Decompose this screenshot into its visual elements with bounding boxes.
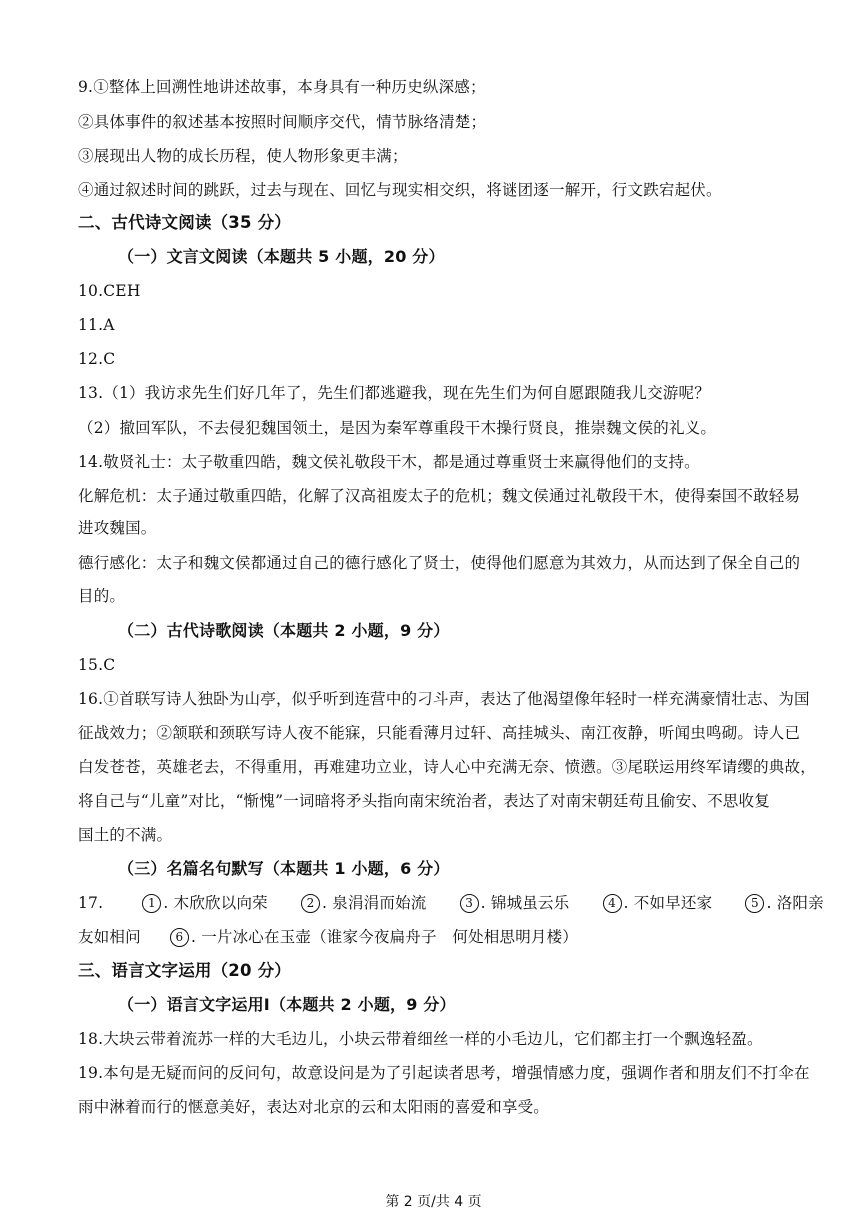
q17-item-5-cont: 友如相问 [78, 928, 141, 946]
subsection-title-language-1: （一）语言文字运用Ⅰ（本题共 2 小题，9 分） [118, 995, 456, 1014]
circled-number-icon: 5 [745, 894, 764, 913]
q9-line-2: ②具体事件的叙述基本按照时间顺序交代，情节脉络清楚； [78, 113, 487, 131]
q11-answer: 11.A [78, 316, 115, 334]
q16-line-4: 将自己与“儿童”对比，“惭愧”一词暗将矛头指向南宋统治者，表达了对南宋朝廷苟且偷安、不思收复 [78, 792, 770, 810]
q14-line-5: 目的。 [78, 587, 126, 605]
circled-number-icon: 1 [142, 894, 161, 913]
section-title-classical: 二、古代诗文阅读（35 分） [78, 213, 292, 232]
q10-answer: 10.CEH [78, 282, 141, 300]
q16-line-3: 白发苍苍，英雄老去，不得重用，再难建功立业，诗人心中充满无奈、愤懑。③尾联运用终军请缨的典故， [78, 758, 816, 776]
q17-item-4 [603, 894, 713, 912]
q13-part2: （2）撤回军队，不去侵犯魏国领土，是因为秦军尊重段干木操行贤良，推崇魏文侯的礼义。 [78, 419, 717, 437]
q17-item-6-text: . 一片冰心在玉壶（谁家今夜扁舟子 何处相思明月楼） [190, 928, 579, 946]
q17-item-2-text: . 泉涓涓而始流 [322, 894, 427, 912]
q17-item-5 [745, 894, 823, 912]
q16-line-2: 征战效力；②颔联和颈联写诗人夜不能寐，只能看薄月过轩、高挂城头、南江夜静，听闻虫鸣砌。诗人已 [78, 724, 801, 742]
q12-answer: 12.C [78, 350, 116, 368]
subsection-title-dictation: （三）名篇名句默写（本题共 1 小题，6 分） [118, 859, 450, 878]
q17-item-1 [142, 894, 267, 912]
q17-item-3 [460, 894, 570, 912]
q17-item-4-text: . 不如早还家 [623, 894, 713, 912]
page-footer: 第 2 页/共 4 页 [385, 1194, 482, 1210]
q16-line-5: 国土的不满。 [78, 826, 173, 844]
q18-answer: 18.大块云带着流苏一样的大毛边儿，小块云带着细丝一样的小毛边儿，它们都主打一个飘逸轻盈。 [78, 1030, 763, 1048]
q17-item-6 [170, 928, 578, 946]
q16-line-1: 16.①首联写诗人独卧为山亭，似乎听到连营中的刁斗声，表达了他渴望像年轻时一样充满豪情壮志、为国 [78, 690, 810, 708]
circled-number-icon: 6 [170, 928, 189, 947]
q19-line-1: 19.本句是无疑而问的反问句，故意设问是为了引起读者思考，增强情感力度，强调作者和朋友们不打伞在 [78, 1064, 810, 1082]
q9-line-3: ③展现出人物的成长历程，使人物形象更丰满； [78, 147, 408, 165]
subsection-title-poetry: （二）古代诗歌阅读（本题共 2 小题，9 分） [118, 621, 450, 640]
q17-number: 17. [78, 894, 104, 912]
circled-number-icon: 4 [603, 894, 622, 913]
q14-line-4: 德行感化：太子和魏文侯都通过自己的德行感化了贤士，使得他们愿意为其效力，从而达到了保全自己的 [78, 554, 801, 572]
q9-line-4: ④通过叙述时间的跳跃，过去与现在、回忆与现实相交织，将谜团逐一解开，行文跌宕起伏。 [78, 181, 722, 199]
q17-item-3-text: . 锦城虽云乐 [480, 894, 570, 912]
q14-line-3: 进攻魏国。 [78, 519, 157, 537]
q15-answer: 15.C [78, 656, 116, 674]
q17-item-5-text: . 洛阳亲 [766, 894, 824, 912]
q17-item-2 [301, 894, 426, 912]
circled-number-icon: 2 [301, 894, 320, 913]
circled-number-icon: 3 [460, 894, 479, 913]
q13-part1: 13.（1）我访求先生们好几年了，先生们都逃避我，现在先生们为何自愿跟随我儿交游呢？ [78, 384, 710, 402]
q19-line-2: 雨中淋着而行的惬意美好，表达对北京的云和太阳雨的喜爱和享受。 [78, 1098, 550, 1116]
q14-line-1: 14.敬贤礼士：太子敬重四皓，魏文侯礼敬段干木，都是通过尊重贤士来赢得他们的支持。 [78, 453, 700, 471]
q17-line-2 [78, 927, 798, 947]
section-title-language: 三、语言文字运用（20 分） [78, 961, 292, 980]
subsection-title-prose: （一）文言文阅读（本题共 5 小题，20 分） [118, 247, 445, 266]
q9-line-1: 9.①整体上回溯性地讲述故事，本身具有一种历史纵深感； [78, 78, 486, 96]
q14-line-2: 化解危机：太子通过敬重四皓，化解了汉高祖废太子的危机；魏文侯通过礼敬段干木，使得秦国不敢轻易 [78, 487, 801, 505]
q17-item-1-text: . 木欣欣以向荣 [163, 894, 268, 912]
q17-line-1 [78, 893, 824, 913]
